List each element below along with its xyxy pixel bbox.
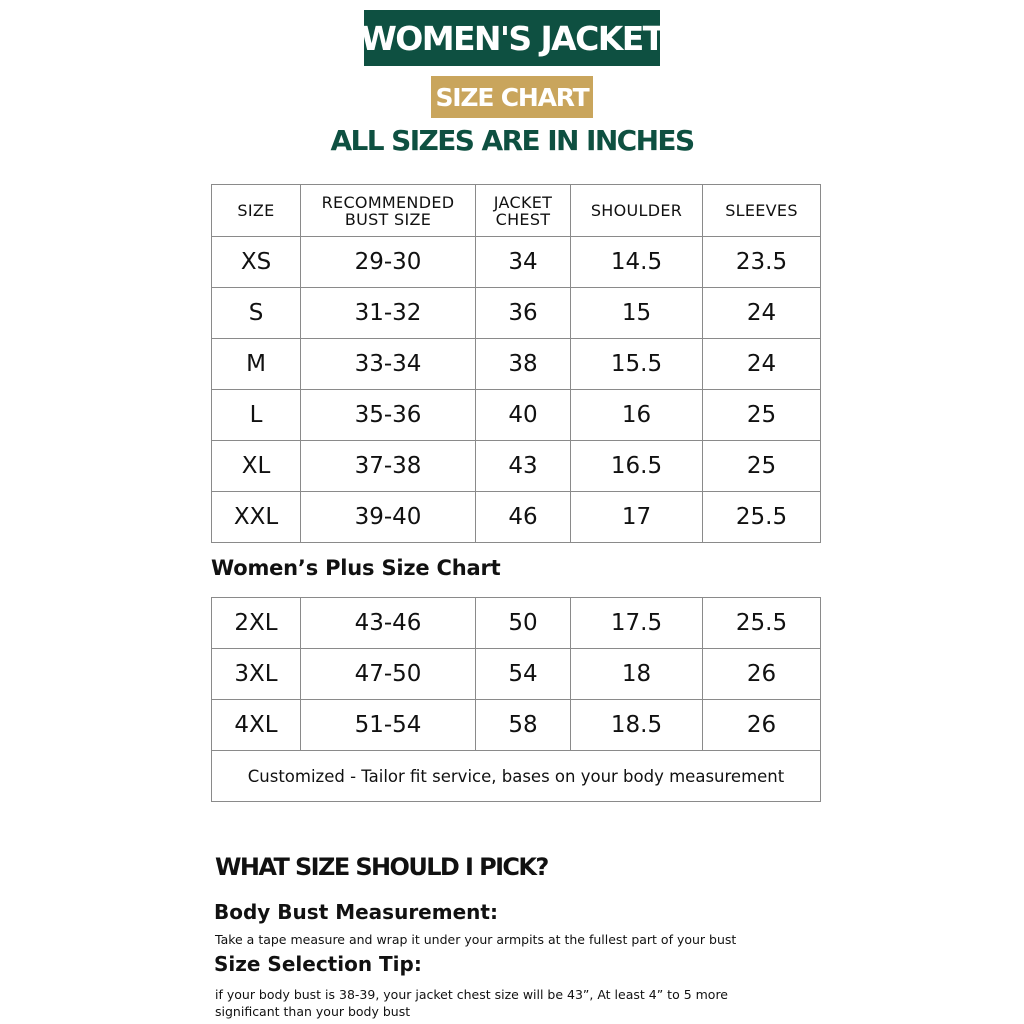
custom-fit-row <box>212 751 821 802</box>
table-cell: 43 <box>476 441 571 492</box>
table-cell: 33-34 <box>301 339 476 390</box>
table-row <box>212 288 821 339</box>
table-row <box>212 649 821 700</box>
table-cell: 26 <box>703 649 821 700</box>
table-cell: 14.5 <box>571 237 703 288</box>
table-cell: 36 <box>476 288 571 339</box>
table-cell: M <box>212 339 301 390</box>
column-header: RECOMMENDED BUST SIZE <box>301 185 476 237</box>
column-header: SHOULDER <box>571 185 703 237</box>
table-cell: 15.5 <box>571 339 703 390</box>
table-cell: 54 <box>476 649 571 700</box>
table-cell: 29-30 <box>301 237 476 288</box>
table-row <box>212 441 821 492</box>
size-table <box>211 184 821 543</box>
table-cell: 15 <box>571 288 703 339</box>
column-header: SIZE <box>212 185 301 237</box>
table-cell: 18.5 <box>571 700 703 751</box>
size-guide-heading: WHAT SIZE SHOULD I PICK? <box>215 853 548 881</box>
table-cell: 25 <box>703 441 821 492</box>
table-cell: 16.5 <box>571 441 703 492</box>
table-cell: 23.5 <box>703 237 821 288</box>
title-banner <box>360 10 664 66</box>
size-tip-title: Size Selection Tip: <box>214 952 422 976</box>
table-cell: 4XL <box>212 700 301 751</box>
table-cell: 3XL <box>212 649 301 700</box>
column-header: SLEEVES <box>703 185 821 237</box>
plus-size-table <box>211 597 821 802</box>
table-cell: 17.5 <box>571 598 703 649</box>
table-row <box>212 598 821 649</box>
table-cell: 47-50 <box>301 649 476 700</box>
table-cell: S <box>212 288 301 339</box>
table-cell: 17 <box>571 492 703 543</box>
bust-measurement-text: Take a tape measure and wrap it under your armpits at the fullest part of your bust <box>215 932 737 947</box>
table-cell: 58 <box>476 700 571 751</box>
table-row <box>212 492 821 543</box>
bust-measurement-title: Body Bust Measurement: <box>214 900 498 924</box>
table-cell: 38 <box>476 339 571 390</box>
plus-size-heading: Women’s Plus Size Chart <box>211 556 501 580</box>
table-cell: 31-32 <box>301 288 476 339</box>
table-row <box>212 700 821 751</box>
table-cell: 25.5 <box>703 492 821 543</box>
table-cell: 43-46 <box>301 598 476 649</box>
table-cell: 18 <box>571 649 703 700</box>
table-row <box>212 237 821 288</box>
page-subtitle: SIZE CHART <box>435 82 589 112</box>
table-cell: 50 <box>476 598 571 649</box>
custom-fit-note: Customized - Tailor fit service, bases on your body measurement <box>212 751 821 802</box>
table-cell: 26 <box>703 700 821 751</box>
table-cell: 25 <box>703 390 821 441</box>
table-cell: 39-40 <box>301 492 476 543</box>
table-cell: 35-36 <box>301 390 476 441</box>
table-cell: 24 <box>703 288 821 339</box>
table-cell: XL <box>212 441 301 492</box>
table-row <box>212 390 821 441</box>
table-cell: 25.5 <box>703 598 821 649</box>
table-cell: 24 <box>703 339 821 390</box>
table-header-row <box>212 185 821 237</box>
table-cell: 16 <box>571 390 703 441</box>
table-row <box>212 339 821 390</box>
units-note: ALL SIZES ARE IN INCHES <box>330 124 694 157</box>
table-cell: 34 <box>476 237 571 288</box>
table-cell: 46 <box>476 492 571 543</box>
table-cell: L <box>212 390 301 441</box>
table-cell: 37-38 <box>301 441 476 492</box>
table-cell: 51-54 <box>301 700 476 751</box>
table-cell: 40 <box>476 390 571 441</box>
table-cell: XS <box>212 237 301 288</box>
table-cell: 2XL <box>212 598 301 649</box>
size-tip-text: if your body bust is 38-39, your jacket chest size will be 43”, At least 4” to 5 more significant than your body bust <box>215 987 729 1019</box>
table-cell: XXL <box>212 492 301 543</box>
subtitle-banner <box>431 76 593 118</box>
column-header: JACKET CHEST <box>476 185 571 237</box>
page-title: WOMEN'S JACKET <box>360 18 664 58</box>
